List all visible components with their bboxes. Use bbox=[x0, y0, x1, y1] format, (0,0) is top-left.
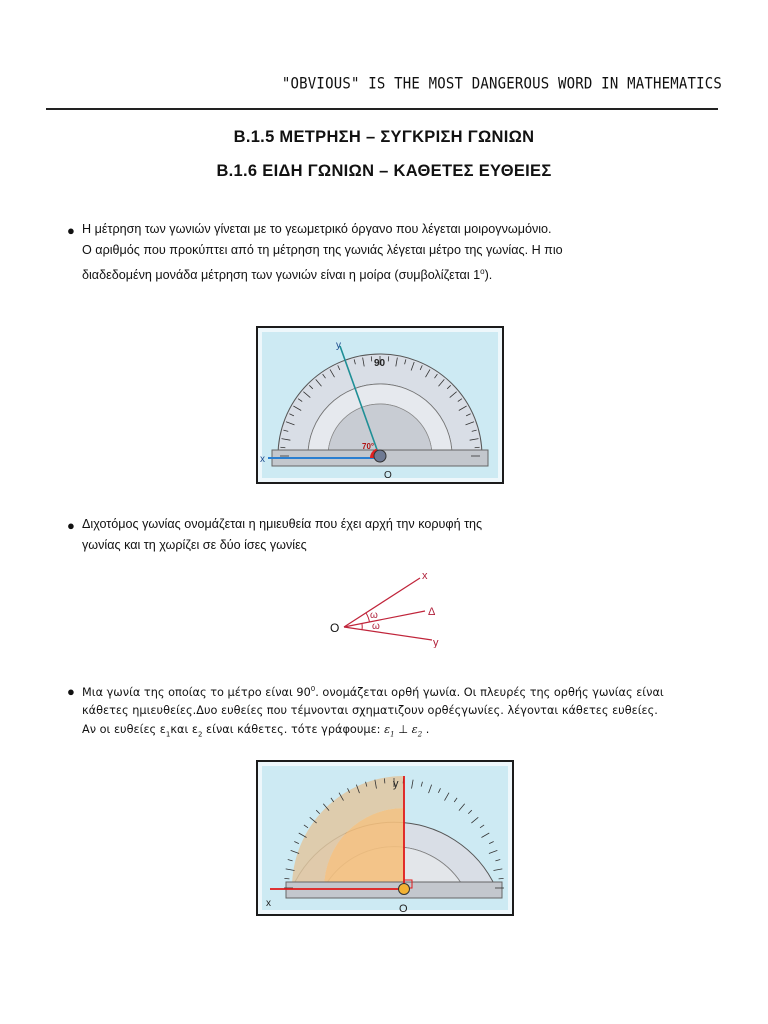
label-vertex-o: O bbox=[330, 621, 340, 635]
bullet-3-marker: ● bbox=[67, 684, 75, 699]
header-rule bbox=[46, 108, 718, 110]
bullet-2-line-1: Διχοτόμος γωνίας ονομάζεται η ημιευθεία που έχει αρχή την κορυφή της bbox=[82, 517, 483, 531]
bullet-1-line-3-main: διαδεδομένη μονάδα μέτρηση των γωνιών είναι η μοίρα (συμβολίζεται 1 bbox=[82, 268, 481, 283]
label-x: x bbox=[422, 570, 428, 582]
bullet-3-line-1a: Μια γωνία της οποίας το μέτρο είναι 90 bbox=[82, 685, 311, 699]
bullet-1-line-3-end: ). bbox=[484, 268, 493, 283]
bullet-1-line-3 bbox=[82, 261, 682, 286]
bullet-2-marker: ● bbox=[67, 518, 75, 533]
bullet-1-line-2: Ο αριθμός που προκύπτει από τη μέτρηση της γωνιάς λέγεται μέτρο της γωνίας. Η πιο bbox=[82, 243, 563, 257]
bullet-3-line-3a: Αν οι ευθείες ε bbox=[82, 722, 166, 736]
label-y: y bbox=[433, 637, 439, 648]
header-motto: "OBVIOUS" IS THE MOST DANGEROUS WORD IN MATHEMATICS bbox=[281, 74, 722, 94]
bullet-3-line-1b: . ονομάζεται ορθή γωνία. Οι πλευρές της ορθής γωνίας είναι bbox=[315, 685, 664, 699]
bullet-1-line-1: Η μέτρηση των γωνιών γίνεται με το γεωμετρικό όργανο που λέγεται μοιρογνωμόνιο. bbox=[82, 222, 552, 236]
label-y: y bbox=[393, 778, 399, 790]
bullet-2-text bbox=[82, 514, 562, 556]
subscript-1: 1 bbox=[165, 730, 171, 739]
math-epsilon-1: ε bbox=[384, 722, 391, 736]
math-sub-2: 2 bbox=[417, 730, 423, 739]
bullet-2-line-2: γωνίας και τη χωρίζει σε δύο ίσες γωνίες bbox=[82, 538, 307, 552]
bullet-3-line-3b: και ε bbox=[170, 722, 198, 736]
centre-point bbox=[399, 884, 410, 895]
label-vertex-o: O bbox=[384, 470, 392, 481]
scale-label-90: 90 bbox=[374, 358, 386, 369]
label-omega-lower: ω bbox=[372, 621, 380, 632]
label-delta: Δ bbox=[428, 606, 436, 618]
label-omega-upper: ω bbox=[370, 610, 378, 621]
perpendicular-symbol: ⊥ bbox=[394, 722, 412, 736]
protractor-figure bbox=[256, 326, 504, 484]
math-epsilon-2: ε bbox=[411, 722, 418, 736]
math-sub-1: 1 bbox=[390, 730, 395, 739]
degree-superscript: ο bbox=[480, 267, 485, 276]
bullet-3-line-2: κάθετες ημιευθείες.Δυο ευθείες που τέμνονται σχηματιζουν ορθέςγωνίες. λέγονται κάθετες ευθείες. bbox=[82, 704, 658, 718]
label-x: x bbox=[260, 454, 265, 465]
arc-upper bbox=[366, 613, 370, 622]
label-angle-70: 70° bbox=[362, 442, 375, 451]
bullet-3-line-1 bbox=[82, 680, 732, 702]
subscript-2: 2 bbox=[197, 730, 203, 739]
bullet-3-line-3d: . bbox=[422, 722, 430, 736]
label-y: y bbox=[336, 340, 341, 351]
bullet-3-line-3c: είναι κάθετες. τότε γράφουμε: bbox=[202, 722, 385, 736]
bullet-3-line-3 bbox=[82, 721, 732, 744]
label-vertex-o: O bbox=[399, 903, 408, 915]
degree-superscript: 0 bbox=[310, 685, 316, 693]
bullet-3-text bbox=[82, 680, 732, 744]
section-title-1: Β.1.5 ΜΕΤΡΗΣΗ – ΣΥΓΚΡΙΣΗ ΓΩΝΙΩΝ bbox=[233, 128, 535, 146]
bullet-1-marker: ● bbox=[67, 223, 75, 238]
bullet-1-text bbox=[82, 219, 682, 286]
section-title-2: Β.1.6 ΕΙΔΗ ΓΩΝΙΩΝ – ΚΑΘΕΤΕΣ ΕΥΘΕΙΕΣ bbox=[216, 162, 552, 180]
protractor-base bbox=[286, 882, 502, 898]
ray-y bbox=[344, 627, 432, 640]
centre-point bbox=[374, 450, 386, 462]
bisector-figure bbox=[322, 566, 442, 648]
label-x: x bbox=[266, 898, 271, 909]
right-angle-figure bbox=[256, 760, 514, 916]
